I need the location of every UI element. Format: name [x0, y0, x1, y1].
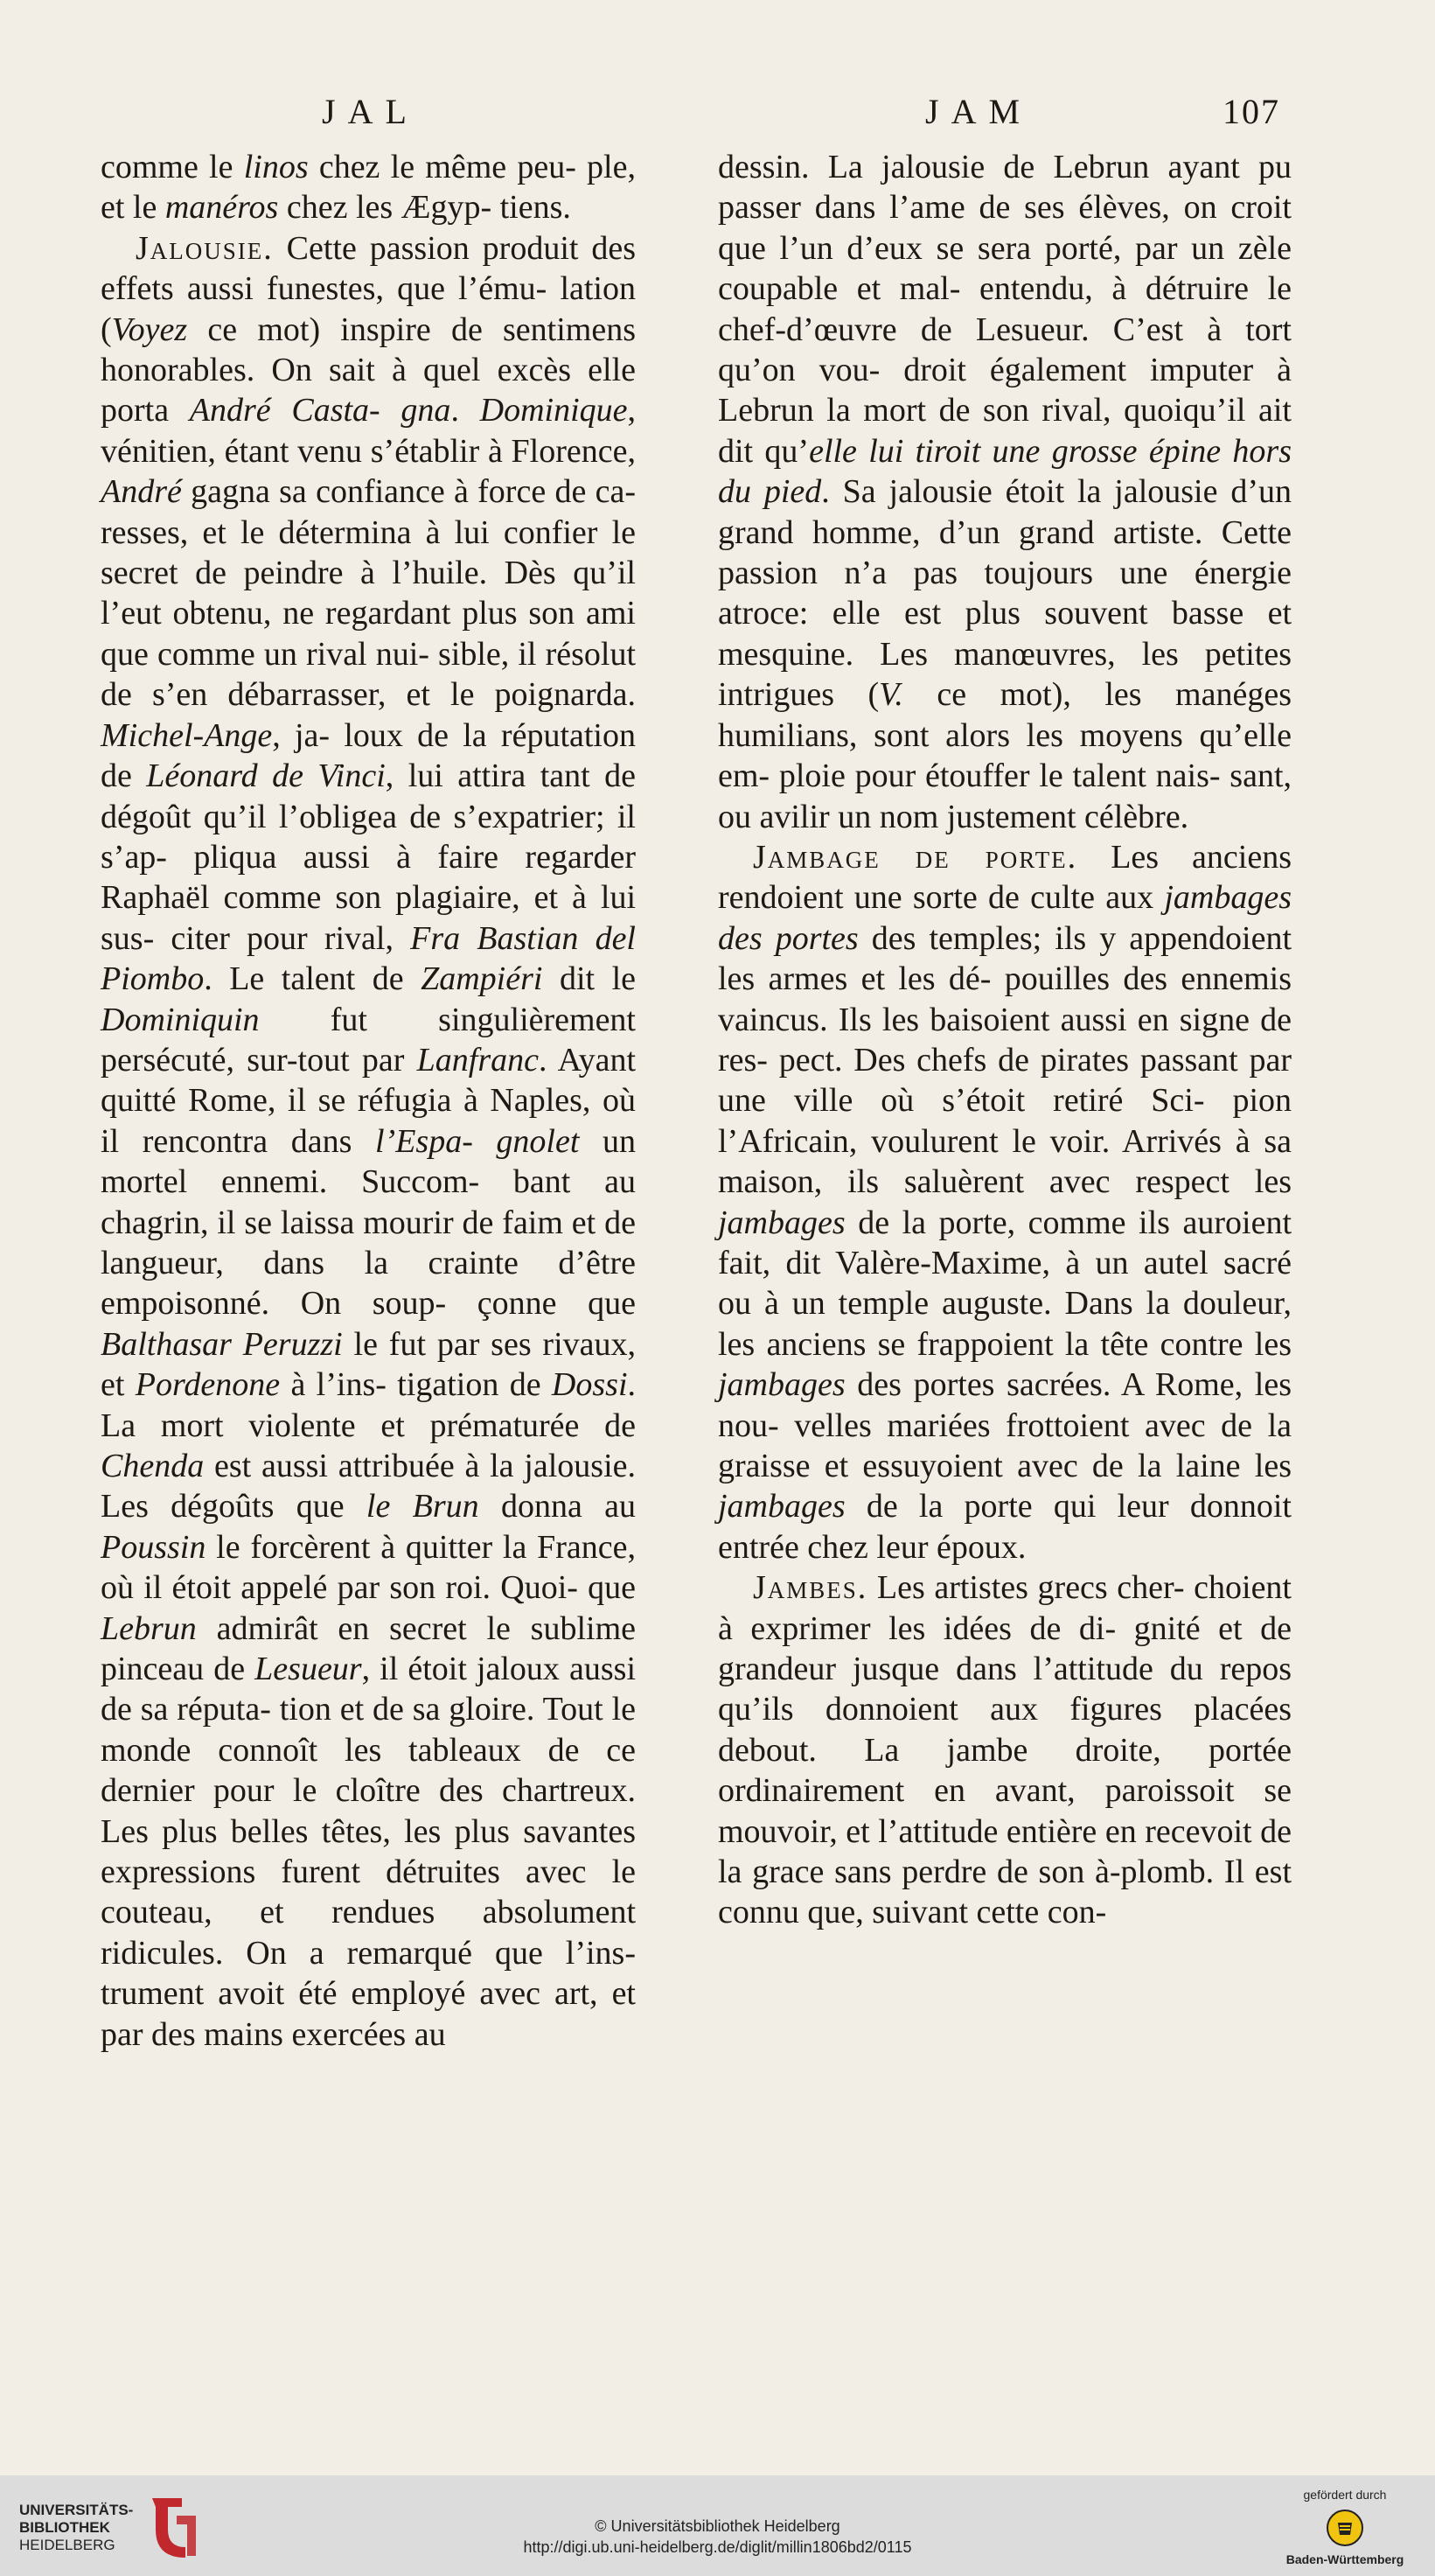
- dictionary-entry: [718, 1567, 1292, 1933]
- continued-paragraph: [718, 147, 1292, 837]
- entry-headword: Jambes.: [753, 1569, 868, 1607]
- running-head-left: JAL: [322, 92, 419, 131]
- copyright-text: © Universitätsbibliothek Heidelberg: [595, 2517, 840, 2535]
- entry-body: comme le linos chez le même peu- ple, et le manéros chez les Ægyp- tiens.: [101, 149, 636, 227]
- state-seal-icon: [1326, 2509, 1364, 2547]
- source-url-link[interactable]: http://digi.ub.uni-heidelberg.de/diglit/millin1806bd2/0115: [523, 2538, 912, 2556]
- sponsor-block: [1271, 2488, 1419, 2566]
- library-line-3: HEIDELBERG: [19, 2537, 115, 2553]
- sponsor-label: gefördert durch: [1303, 2488, 1387, 2502]
- continued-paragraph: [101, 147, 636, 228]
- dictionary-entry: [718, 837, 1292, 1567]
- dictionary-entry: [101, 228, 636, 2055]
- right-column: [718, 147, 1292, 1933]
- running-head-center: JAM: [925, 92, 1033, 131]
- library-line-2: BIBLIOTHEK: [19, 2519, 110, 2536]
- entry-body: Les artistes grecs cher- choient à exprimer les idées de di- gnité et de grandeur jusque dans l’attitude du repos qu’ils donnoient aux figures placées debout. La jambe droite, portée ordinairement en avant, paroissoit se mouvoir, et l’attitude entière en recevoit de la grace sans perdre de son à-plomb. Il est connu que, suivant cette con-: [718, 1569, 1292, 1931]
- entry-body: dessin. La jalousie de Lebrun ayant pu passer dans l’ame de ses élèves, on croit que l’un d’eux se sera porté, par un zèle coupable et mal- entendu, à détruire le chef-d’œuvre de Lesueur. C’est à tort qu’on vou- droit également imputer à Lebrun la mort de son rival, quoiqu’il ait dit qu’elle lui tiroit une grosse épine hors du pied. Sa jalousie étoit la jalousie d’un grand homme, d’un grand artiste. Cette passion n’a pas toujours une énergie atroce: elle est plus souvent basse et mesquine. Les manœuvres, les petites intrigues (V. ce mot), les manéges humilians, sont alors les moyens qu’elle em- ploie pour étouffer le talent nais- sant, ou avilir un nom justement célèbre.: [718, 149, 1292, 835]
- entry-body: Les anciens rendoient une sorte de culte aux jambages des portes des temples; ils y appendoient les armes et les dé- pouilles des ennemis vaincus. Ils les baisoient aussi en signe de res- pect. Des chefs de pirates passant par une ville où s’étoit retiré Sci- pion l’Africain, voulurent le voir. Arrivés à sa maison, ils saluèrent avec respect les jambages de la porte, comme ils auroient fait, dit Valère-Maxime, à un autel sacré ou à un temple auguste. Dans la douleur, les anciens se frappoient la tête contre les jambages des portes sacrées. A Rome, les nou- velles mariées frottoient avec de la graisse et essuyoient avec de la laine les jambages de la porte qui leur donnoit entrée chez leur époux.: [718, 838, 1292, 1566]
- entry-body: Cette passion produit des effets aussi funestes, que l’ému- lation (Voyez ce mot) inspire de sentimens honorables. On sait à quel excès elle porta André Casta- gna. Dominique, vénitien, étant venu s’établir à Florence, André gagna sa confiance à force de ca- resses, et le détermina à lui confier le secret de peindre à l’huile. Dès qu’il l’eut obtenu, ne regardant plus son ami que comme un rival nui- sible, il résolut de s’en débarrasser, et le poignarda. Michel-Ange, ja- loux de la réputation de Léonard de Vinci, lui attira tant de dégoût qu’il l’obligea de s’expatrier; il s’ap- pliqua aussi à faire regarder Raphaël comme son plagiaire, et à lui sus- citer pour rival, Fra Bastian del Piombo. Le talent de Zampiéri dit le Dominiquin fut singulièrement persécuté, sur-tout par Lanfranc. Ayant quitté Rome, il se réfugia à Naples, où il rencontra dans l’Espa- gnolet un mortel ennemi. Succom- bant au chagrin, il se laissa mourir de faim et de langueur, dans la crainte d’être empoisonné. On soup- çonne que Balthasar Peruzzi le fut par ses rivaux, et Pordenone à l’ins- tigation de Dossi. La mort violente et prématurée de Chenda est aussi attribuée à la jalousie. Les dégoûts que le Brun donna au Poussin le forcèrent à quitter la France, où il étoit appelé par son roi. Quoi- que Lebrun admirât en secret le sublime pinceau de Lesueur, il étoit jaloux aussi de sa réputa- tion et de sa gloire. Tout le monde connoît les tableaux de ce dernier pour le cloître des chartreux. Les plus belles têtes, les plus savantes expressions furent détruites avec le couteau, et rendues absolument ridicules. On a remarqué que l’ins- trument avoit été employé avec art, et par des mains exercées au: [101, 229, 637, 2053]
- footer-bar: [0, 2475, 1435, 2576]
- sponsor-name: Baden-Württemberg: [1285, 2552, 1404, 2566]
- entry-headword: Jalousie.: [136, 229, 274, 267]
- entry-headword: Jambage de porte.: [753, 838, 1078, 876]
- page-number: 107: [1223, 92, 1280, 131]
- library-line-1: UNIVERSITÄTS-: [19, 2502, 134, 2518]
- left-column: [101, 147, 636, 2055]
